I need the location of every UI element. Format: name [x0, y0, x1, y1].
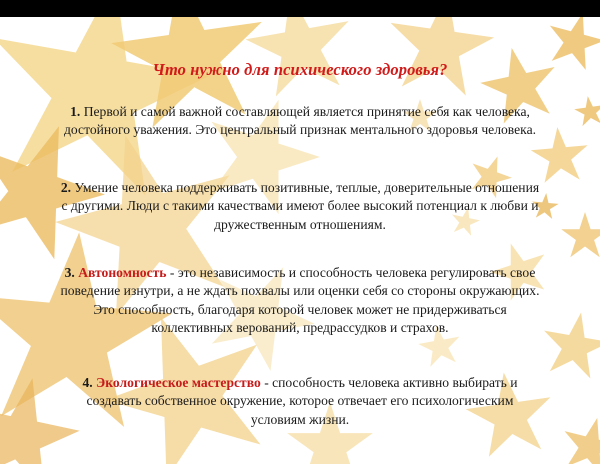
item-number: 1.: [70, 104, 81, 119]
item-term: Автономность: [78, 265, 167, 280]
item-text: Умение человека поддерживать позитивные, теплые, доверительные отношения с другими. Люди с такими качествами имеют более высокий потенциал к любви и дружественным отношениям.: [61, 180, 540, 232]
item-number: 2.: [60, 180, 72, 195]
item-number: 4.: [82, 375, 93, 390]
item-text: Первой и самой важной составляющей является принятие себя как человека, достойного уважения. Это центральный признак ментального здоровья человека.: [63, 104, 536, 138]
item-term: Экологическое мастерство: [96, 375, 261, 390]
item-number: 3.: [64, 265, 75, 280]
slide-title: Что нужно для психического здоровья?: [152, 60, 448, 79]
list-item-1: [60, 103, 540, 140]
item-text: - это независимость и способность человека регулировать свое поведение изнутри, а не ждать похвалы или оценки себя со стороны окружающих. Это способность, благодаря которой человек может не придерживаться коллективных верований, предрассудков и страхов.: [60, 265, 540, 335]
slide: [0, 17, 600, 464]
slide-content: [0, 17, 600, 464]
list-item-3: [60, 264, 540, 337]
list-item-2: [60, 179, 540, 234]
item-text: - способность человека активно выбирать и создавать собственное окружение, которое отвечает его психологическим условиям жизни.: [86, 375, 518, 427]
list-item-4: [60, 374, 540, 429]
